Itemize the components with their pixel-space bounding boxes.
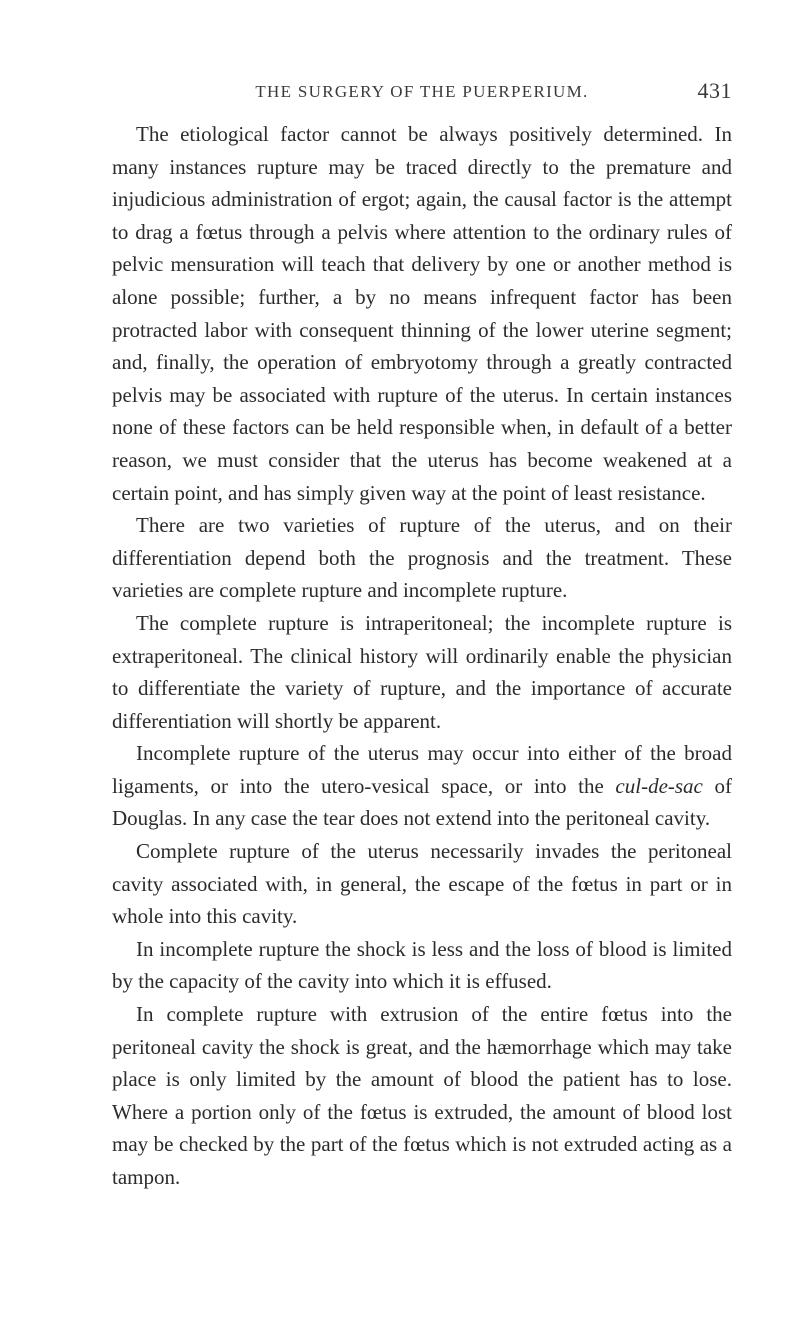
paragraph-incomplete-shock: In incomplete rupture the shock is less and the loss of blood is limited by the capacity of the cavity into which it is effused. <box>112 936 732 994</box>
body-text <box>112 118 732 1194</box>
paragraph-complete-vs-incomplete: The complete rupture is intraperitoneal; the incomplete rupture is extraperitoneal. The clinical history will ordinarily enable the physician to differentiate the variety of rupture, and the importance of accurate differentiation will shortly be apparent. <box>112 610 732 733</box>
paragraph-incomplete-rupture-end: of Douglas. In any case the tear does not extend into the peritoneal cavity. <box>112 773 732 831</box>
paragraph-incomplete-rupture <box>112 737 732 835</box>
paragraph-complete-rupture: Complete rupture of the uterus necessarily invades the peritoneal cavity associated with, in general, the escape of the fœtus in part or in whole into this cavity. <box>112 839 732 929</box>
paragraph-etiology: The etiological factor cannot be always positively determined. In many instances rupture may be traced directly to the premature and injudicious administration of ergot; again, the causal factor is the attempt to drag a fœtus through a pelvis where attention to the ordinary rules of pelvic mensuration will teach that delivery by one or another method is alone possible; further, a by no means infrequent factor has been protracted labor with consequent thinning of the lower uterine segment; and, finally, the operation of embryotomy through a greatly contracted pelvis may be associated with rupture of the uterus. In certain instances none of these factors can be held responsible when, in default of a better reason, we must consider that the uterus has become weakened at a certain point, and has simply given way at the point of least resistance. <box>112 122 732 505</box>
running-head <box>112 78 732 112</box>
cul-de-sac-term: cul-de-sac <box>615 773 703 798</box>
running-head-title: THE SURGERY OF THE PUERPERIUM. <box>255 82 589 101</box>
paragraph-incomplete-rupture-start: Incomplete rupture of the uterus may occur into either of the broad ligaments, or into the utero-vesical space, or into the <box>112 741 732 798</box>
paragraph-varieties: There are two varieties of rupture of the uterus, and on their differentiation depend both the prognosis and the treatment. These varieties are complete rupture and incomplete rupture. <box>112 513 732 603</box>
paragraph-complete-shock: In complete rupture with extrusion of the entire fœtus into the peritoneal cavity the shock is great, and the hæmorrhage which may take place is only limited by the amount of blood the patient has to lose. Where a portion only of the fœtus is extruded, the amount of blood lost may be checked by the part of the fœtus which is not extruded acting as a tampon. <box>112 1002 732 1189</box>
page-number: 431 <box>697 78 732 103</box>
